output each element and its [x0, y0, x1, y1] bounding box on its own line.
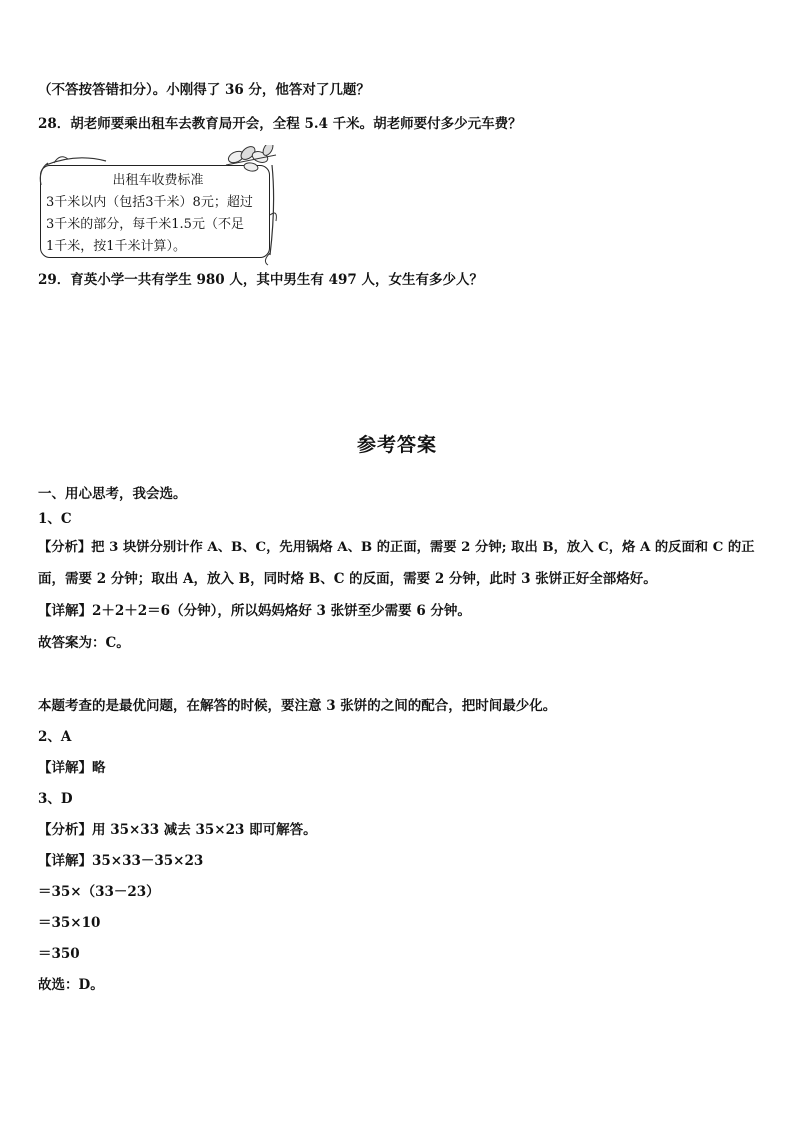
answer-1-detail: 【详解】2＋2＋2＝6（分钟），所以妈妈烙好 3 张饼至少需要 6 分钟。 — [38, 603, 471, 619]
answer-3-final: 故选：D。 — [38, 977, 104, 993]
answer-1: 1、C — [38, 511, 72, 527]
answer-3-analysis: 【分析】用 35×33 减去 35×23 即可解答。 — [38, 822, 317, 838]
question-27-tail: （不答按答错扣分）。小刚得了 36 分，他答对了几题？ — [38, 82, 370, 98]
answer-2-detail: 【详解】略 — [38, 760, 106, 776]
question-29: 29．育英小学一共有学生 980 人，其中男生有 497 人，女生有多少人？ — [38, 272, 483, 288]
question-28: 28．胡老师要乘出租车去教育局开会，全程 5.4 千米。胡老师要付多少元车费？ — [38, 116, 522, 132]
taxi-fare-header: 出租车收费标准 — [112, 173, 204, 188]
taxi-fare-line-1: 3千米以内（包括3千米）8元；超过 — [46, 195, 253, 210]
answer-3-detail: 【详解】35×33－35×23 — [38, 853, 204, 869]
answers-title: 参考答案 — [356, 434, 437, 456]
answer-2: 2、A — [38, 729, 72, 745]
answer-3-step-1: ＝35×（33－23） — [38, 884, 160, 900]
answer-1-analysis-line-1: 【分析】把 3 块饼分别计作 A、B、C，先用锅烙 A、B 的正面，需要 2 分钟; 取出 B，放入 C，烙 A 的反面和 C 的正 — [38, 540, 755, 555]
taxi-fare-text — [48, 170, 268, 258]
answer-1-note: 本题考查的是最优问题，在解答的时候，要注意 3 张饼的之间的配合，把时间最少化。 — [38, 698, 557, 714]
taxi-fare-line-3: 1千米，按1千米计算）。 — [46, 239, 187, 254]
answer-3-step-3: ＝350 — [38, 946, 80, 962]
answer-3-step-2: ＝35×10 — [38, 915, 101, 931]
answer-1-analysis-line-2: 面，需要 2 分钟；取出 A，放入 B，同时烙 B、C 的反面，需要 2 分钟，此时 3 张饼正好全部烙好。 — [38, 571, 657, 587]
answer-1-final: 故答案为：C。 — [38, 635, 130, 651]
section-heading: 一、用心思考，我会选。 — [38, 486, 187, 502]
answer-3: 3、D — [38, 791, 73, 807]
taxi-fare-line-2: 3千米的部分，每千米1.5元（不足 — [46, 217, 244, 232]
